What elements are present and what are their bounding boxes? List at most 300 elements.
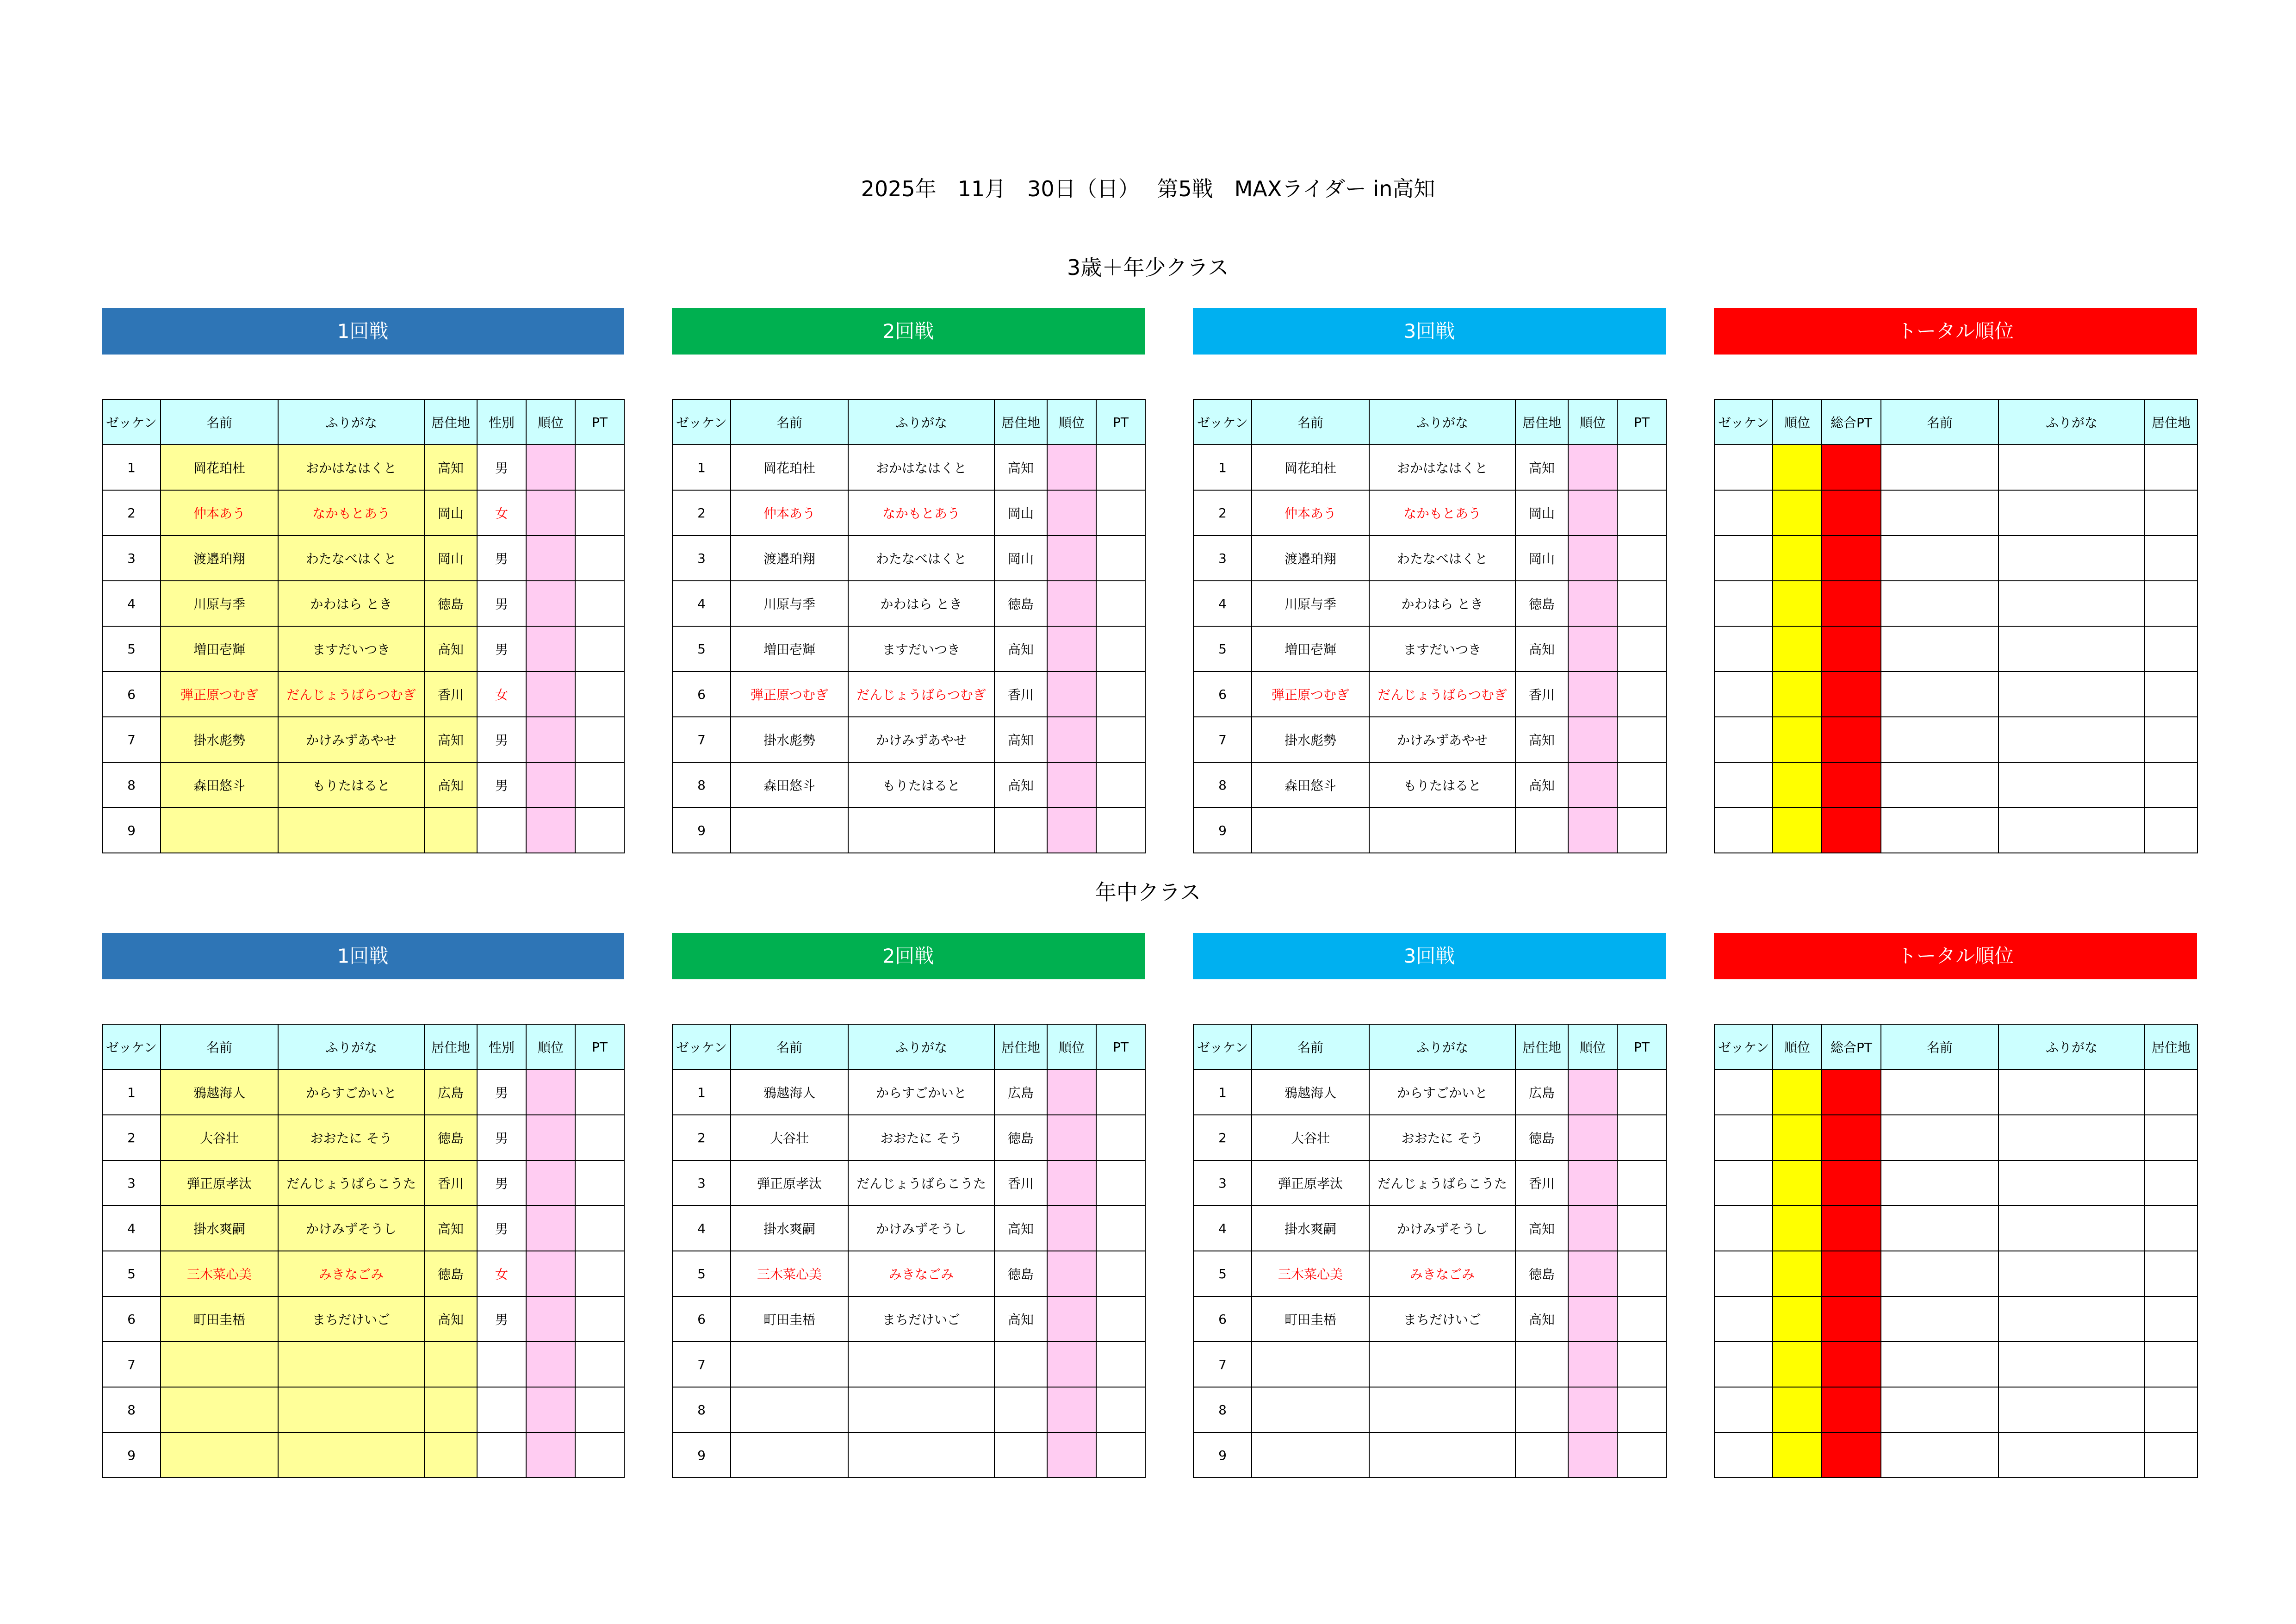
rank-cell[interactable] [526, 808, 575, 853]
pt-cell[interactable] [1617, 1432, 1666, 1478]
rider-area: 高知 [994, 1296, 1047, 1342]
rank-cell[interactable] [526, 1160, 575, 1206]
total-rank-cell [1773, 1251, 1822, 1296]
table-row [672, 535, 1145, 581]
rider-name: 森田悠斗 [161, 762, 278, 808]
pt-cell[interactable] [1096, 717, 1145, 762]
table-row [1193, 535, 1666, 581]
column-header: 名前 [731, 399, 848, 445]
pt-cell[interactable] [1096, 490, 1145, 535]
rank-cell[interactable] [526, 1342, 575, 1387]
total-rank-cell [1773, 490, 1822, 535]
rider-area [2145, 672, 2197, 717]
total-rank-cell [1773, 445, 1822, 490]
pt-cell[interactable] [1617, 762, 1666, 808]
column-header: PT [1617, 399, 1666, 445]
rider-kana: みきなごみ [848, 1251, 994, 1296]
rider-kana: もりたはると [1369, 762, 1515, 808]
pt-cell[interactable] [1096, 1432, 1145, 1478]
table-row [102, 672, 624, 717]
rider-name [1881, 762, 1998, 808]
rider-area: 香川 [424, 672, 477, 717]
pt-cell[interactable] [1617, 672, 1666, 717]
rank-cell[interactable] [1568, 762, 1617, 808]
rider-kana: かわはら とき [848, 581, 994, 626]
total-rank-cell [1773, 1296, 1822, 1342]
rider-kana: だんじょうばらこうた [848, 1160, 994, 1206]
total-rank-cell [1773, 1070, 1822, 1115]
rider-area: 高知 [424, 762, 477, 808]
rank-cell[interactable] [526, 1070, 575, 1115]
rank-cell[interactable] [526, 1296, 575, 1342]
column-header: 順位 [526, 1024, 575, 1070]
rider-name: 増田壱輝 [161, 626, 278, 672]
rider-area: 高知 [994, 1206, 1047, 1251]
rider-name [1881, 1070, 1998, 1115]
rank-cell[interactable] [1568, 1342, 1617, 1387]
pt-cell[interactable] [1617, 445, 1666, 490]
total-table [1714, 399, 2198, 853]
rank-cell[interactable] [1568, 1432, 1617, 1478]
pt-cell[interactable] [575, 1070, 624, 1115]
pt-cell[interactable] [1096, 445, 1145, 490]
pt-cell[interactable] [1096, 581, 1145, 626]
pt-cell[interactable] [1617, 1160, 1666, 1206]
rider-kana: おかはなはくと [848, 445, 994, 490]
class-title: 年中クラス [1095, 880, 1201, 905]
rider-area [994, 808, 1047, 853]
class-title: 3歳＋年少クラス [1067, 255, 1229, 280]
rider-name: 掛水爽嗣 [1252, 1206, 1369, 1251]
rider-area: 徳島 [424, 1251, 477, 1296]
table-row [1714, 1387, 2197, 1432]
pt-cell[interactable] [575, 1160, 624, 1206]
rider-kana: おおたに そう [848, 1115, 994, 1160]
table-row [672, 762, 1145, 808]
rider-gender: 女 [477, 1251, 526, 1296]
bib-number: 4 [1193, 1206, 1252, 1251]
bib-number: 3 [1193, 535, 1252, 581]
bib-number: 4 [1193, 581, 1252, 626]
table-row [672, 1115, 1145, 1160]
rider-name [1881, 581, 1998, 626]
table-row [1714, 535, 2197, 581]
table-header-row [1714, 1024, 2197, 1070]
rank-cell[interactable] [526, 1387, 575, 1432]
round1-bar: 1回戦 [102, 308, 624, 355]
rider-kana: だんじょうばらこうた [1369, 1160, 1515, 1206]
rank-cell[interactable] [526, 535, 575, 581]
table-row [1714, 626, 2197, 672]
pt-cell[interactable] [1617, 1070, 1666, 1115]
rider-kana [848, 808, 994, 853]
rank-cell[interactable] [526, 672, 575, 717]
round3-bar: 3回戦 [1193, 308, 1666, 355]
pt-cell[interactable] [1096, 1070, 1145, 1115]
rank-cell[interactable] [526, 445, 575, 490]
table-row [102, 1251, 624, 1296]
rank-cell[interactable] [1047, 581, 1096, 626]
pt-cell[interactable] [1096, 1387, 1145, 1432]
pt-cell[interactable] [1617, 1115, 1666, 1160]
rider-gender: 男 [477, 717, 526, 762]
rider-kana: だんじょうばらつむぎ [848, 672, 994, 717]
rank-cell[interactable] [1568, 1070, 1617, 1115]
round2-bar: 2回戦 [672, 308, 1145, 355]
rank-cell[interactable] [1568, 1251, 1617, 1296]
total-pt-cell [1822, 1342, 1881, 1387]
pt-cell[interactable] [575, 762, 624, 808]
pt-cell[interactable] [1617, 535, 1666, 581]
rank-cell[interactable] [1568, 581, 1617, 626]
rider-gender: 女 [477, 672, 526, 717]
pt-cell[interactable] [575, 535, 624, 581]
rider-kana: わたなべはくと [1369, 535, 1515, 581]
rank-cell[interactable] [1568, 672, 1617, 717]
rider-area: 広島 [424, 1070, 477, 1115]
pt-cell[interactable] [1096, 535, 1145, 581]
rank-cell[interactable] [1568, 717, 1617, 762]
column-header: ゼッケン [1714, 1024, 1773, 1070]
rider-area: 香川 [994, 672, 1047, 717]
rider-area [2145, 1387, 2197, 1432]
rider-name: 大谷壮 [731, 1115, 848, 1160]
rank-cell[interactable] [1047, 808, 1096, 853]
table-row [1714, 762, 2197, 808]
rank-cell[interactable] [1047, 1160, 1096, 1206]
pt-cell[interactable] [1617, 490, 1666, 535]
rider-kana: わたなべはくと [848, 535, 994, 581]
rank-cell[interactable] [1047, 535, 1096, 581]
table-header-row [1714, 399, 2197, 445]
rank-cell[interactable] [1047, 1387, 1096, 1432]
rank-cell[interactable] [1568, 490, 1617, 535]
rank-cell[interactable] [1568, 808, 1617, 853]
bib-number [1714, 672, 1773, 717]
column-header: 順位 [1568, 399, 1617, 445]
pt-cell[interactable] [1617, 1342, 1666, 1387]
bib-number: 6 [102, 1296, 161, 1342]
bib-number: 2 [1193, 1115, 1252, 1160]
column-header: ふりがな [1369, 399, 1515, 445]
table-row [672, 1206, 1145, 1251]
pt-cell[interactable] [1617, 1251, 1666, 1296]
round2-table [672, 1024, 1146, 1478]
rider-kana: もりたはると [848, 762, 994, 808]
table-row [102, 717, 624, 762]
rider-area [424, 1387, 477, 1432]
rank-cell[interactable] [1047, 1296, 1096, 1342]
bib-number: 1 [1193, 445, 1252, 490]
rider-kana: まちだけいご [278, 1296, 424, 1342]
pt-cell[interactable] [1617, 626, 1666, 672]
bib-number [1714, 626, 1773, 672]
column-header: 居住地 [2145, 399, 2197, 445]
rider-area: 高知 [1515, 445, 1568, 490]
table-row [102, 1342, 624, 1387]
pt-cell[interactable] [575, 1251, 624, 1296]
pt-cell[interactable] [575, 808, 624, 853]
bib-number [1714, 808, 1773, 853]
pt-cell[interactable] [1096, 808, 1145, 853]
rider-name: 三木菜心美 [1252, 1251, 1369, 1296]
table-row [1714, 1342, 2197, 1387]
total-pt-cell [1822, 1387, 1881, 1432]
table-row [1193, 1387, 1666, 1432]
rider-name: 森田悠斗 [1252, 762, 1369, 808]
rider-kana: おおたに そう [1369, 1115, 1515, 1160]
rank-cell[interactable] [1047, 717, 1096, 762]
column-header: 順位 [526, 399, 575, 445]
bib-number: 2 [102, 1115, 161, 1160]
rider-kana [1998, 490, 2145, 535]
rider-kana: かけみずそうし [848, 1206, 994, 1251]
rider-name [1881, 490, 1998, 535]
page-title: 2025年 11月 30日（日） 第5戦 MAXライダー in高知 [861, 176, 1435, 201]
rider-gender [477, 1387, 526, 1432]
pt-cell[interactable] [575, 626, 624, 672]
rank-cell[interactable] [526, 581, 575, 626]
bib-number [1714, 1251, 1773, 1296]
pt-cell[interactable] [1096, 1342, 1145, 1387]
rider-kana [1998, 535, 2145, 581]
rider-kana [1998, 808, 2145, 853]
rider-name [1881, 672, 1998, 717]
rank-cell[interactable] [1047, 1206, 1096, 1251]
rank-cell[interactable] [1047, 490, 1096, 535]
table-row [1714, 1432, 2197, 1478]
rank-cell[interactable] [526, 490, 575, 535]
rider-gender [477, 1342, 526, 1387]
bib-number: 7 [1193, 717, 1252, 762]
rider-kana [848, 1342, 994, 1387]
rank-cell[interactable] [1568, 1387, 1617, 1432]
rank-cell[interactable] [1568, 1115, 1617, 1160]
rider-name: 掛水爽嗣 [161, 1206, 278, 1251]
pt-cell[interactable] [1096, 762, 1145, 808]
pt-cell[interactable] [1096, 1206, 1145, 1251]
pt-cell[interactable] [575, 1387, 624, 1432]
round1-table [102, 1024, 625, 1478]
rider-name [1252, 808, 1369, 853]
rank-cell[interactable] [526, 1115, 575, 1160]
rank-cell[interactable] [1568, 1160, 1617, 1206]
rider-area [994, 1342, 1047, 1387]
column-header: ふりがな [1998, 1024, 2145, 1070]
pt-cell[interactable] [1617, 1387, 1666, 1432]
rank-cell[interactable] [1568, 1296, 1617, 1342]
rider-name [731, 1432, 848, 1478]
rider-kana: まちだけいご [848, 1296, 994, 1342]
rank-cell[interactable] [1568, 535, 1617, 581]
bib-number [1714, 1387, 1773, 1432]
rider-name: 岡花珀杜 [731, 445, 848, 490]
pt-cell[interactable] [1617, 1296, 1666, 1342]
bib-number: 9 [102, 1432, 161, 1478]
table-row [1714, 581, 2197, 626]
rider-kana [1369, 808, 1515, 853]
total-pt-cell [1822, 1206, 1881, 1251]
total-pt-cell [1822, 581, 1881, 626]
bib-number [1714, 1206, 1773, 1251]
pt-cell[interactable] [575, 1296, 624, 1342]
pt-cell[interactable] [575, 1206, 624, 1251]
pt-cell[interactable] [1096, 1115, 1145, 1160]
bib-number: 1 [672, 1070, 731, 1115]
rider-area: 岡山 [424, 490, 477, 535]
rider-area: 岡山 [1515, 490, 1568, 535]
rider-kana: だんじょうばらつむぎ [278, 672, 424, 717]
rider-area: 高知 [424, 445, 477, 490]
pt-cell[interactable] [1617, 1206, 1666, 1251]
bib-number: 5 [672, 626, 731, 672]
rider-gender: 男 [477, 445, 526, 490]
pt-cell[interactable] [575, 1115, 624, 1160]
rank-cell[interactable] [526, 1206, 575, 1251]
rider-area [2145, 626, 2197, 672]
table-row [102, 1387, 624, 1432]
table-row [1193, 1206, 1666, 1251]
column-header: 居住地 [994, 1024, 1047, 1070]
table-row [1714, 445, 2197, 490]
rider-area [2145, 1160, 2197, 1206]
rider-name [731, 808, 848, 853]
rank-cell[interactable] [526, 762, 575, 808]
rider-kana [1998, 1206, 2145, 1251]
table-header-row [102, 399, 624, 445]
rank-cell[interactable] [1047, 1342, 1096, 1387]
table-row [102, 808, 624, 853]
table-row [672, 1432, 1145, 1478]
rider-kana [1998, 1342, 2145, 1387]
pt-cell[interactable] [1096, 1296, 1145, 1342]
column-header: 名前 [161, 399, 278, 445]
pt-cell[interactable] [1617, 717, 1666, 762]
rank-cell[interactable] [1568, 1206, 1617, 1251]
total-pt-cell [1822, 808, 1881, 853]
pt-cell[interactable] [575, 581, 624, 626]
pt-cell[interactable] [575, 490, 624, 535]
table-row [672, 1296, 1145, 1342]
table-row [672, 717, 1145, 762]
rider-kana: まちだけいご [1369, 1296, 1515, 1342]
rider-name [1881, 535, 1998, 581]
rider-name [161, 1432, 278, 1478]
rank-cell[interactable] [1047, 672, 1096, 717]
pt-cell[interactable] [1096, 1251, 1145, 1296]
rider-kana: わたなべはくと [278, 535, 424, 581]
rank-cell[interactable] [526, 626, 575, 672]
rank-cell[interactable] [1047, 1070, 1096, 1115]
rider-kana: かけみずそうし [278, 1206, 424, 1251]
bib-number: 2 [102, 490, 161, 535]
rider-area [2145, 808, 2197, 853]
rider-kana [278, 1432, 424, 1478]
rider-kana: かけみずあやせ [1369, 717, 1515, 762]
rank-cell[interactable] [1047, 1251, 1096, 1296]
rank-cell[interactable] [1047, 626, 1096, 672]
bib-number: 6 [672, 1296, 731, 1342]
pt-cell[interactable] [575, 445, 624, 490]
rider-kana: なかもとあう [1369, 490, 1515, 535]
rider-gender: 男 [477, 1160, 526, 1206]
rider-area: 高知 [994, 626, 1047, 672]
table-row [102, 626, 624, 672]
bib-number: 5 [102, 626, 161, 672]
bib-number: 7 [1193, 1342, 1252, 1387]
rider-area: 岡山 [994, 535, 1047, 581]
column-header: 順位 [1047, 399, 1096, 445]
rider-kana: からすごかいと [1369, 1070, 1515, 1115]
rider-name [1881, 626, 1998, 672]
rank-cell[interactable] [526, 717, 575, 762]
pt-cell[interactable] [575, 1432, 624, 1478]
table-row [102, 1070, 624, 1115]
rank-cell[interactable] [1047, 762, 1096, 808]
rider-name: 鴉越海人 [731, 1070, 848, 1115]
rank-cell[interactable] [1047, 1115, 1096, 1160]
rider-name [731, 1342, 848, 1387]
total-pt-cell [1822, 762, 1881, 808]
rider-name [161, 808, 278, 853]
rank-cell[interactable] [1047, 1432, 1096, 1478]
rank-cell[interactable] [526, 1432, 575, 1478]
pt-cell[interactable] [1617, 581, 1666, 626]
rank-cell[interactable] [1047, 445, 1096, 490]
rider-kana [848, 1387, 994, 1432]
rider-area: 高知 [1515, 762, 1568, 808]
column-header: 居住地 [1515, 1024, 1568, 1070]
rider-area: 高知 [1515, 717, 1568, 762]
round3-table [1193, 1024, 1667, 1478]
bib-number: 6 [672, 672, 731, 717]
pt-cell[interactable] [1617, 808, 1666, 853]
pt-cell[interactable] [575, 1342, 624, 1387]
column-header: ふりがな [848, 1024, 994, 1070]
pt-cell[interactable] [1096, 626, 1145, 672]
table-row [1193, 1160, 1666, 1206]
rider-kana [1998, 1387, 2145, 1432]
rider-kana: かけみずそうし [1369, 1206, 1515, 1251]
rider-kana: ますだいつき [1369, 626, 1515, 672]
rank-cell[interactable] [1568, 445, 1617, 490]
column-header: PT [575, 399, 624, 445]
pt-cell[interactable] [1096, 1160, 1145, 1206]
rider-kana [1998, 1115, 2145, 1160]
rank-cell[interactable] [526, 1251, 575, 1296]
pt-cell[interactable] [575, 717, 624, 762]
rank-cell[interactable] [1568, 626, 1617, 672]
bib-number: 3 [102, 535, 161, 581]
rider-kana: おおたに そう [278, 1115, 424, 1160]
table-row [672, 1160, 1145, 1206]
rider-gender: 女 [477, 490, 526, 535]
rider-area: 高知 [994, 762, 1047, 808]
table-row [1193, 626, 1666, 672]
rider-area: 岡山 [1515, 535, 1568, 581]
rider-area: 岡山 [994, 490, 1047, 535]
pt-cell[interactable] [575, 672, 624, 717]
bib-number: 1 [102, 445, 161, 490]
column-header: 性別 [477, 1024, 526, 1070]
column-header: 居住地 [424, 1024, 477, 1070]
pt-cell[interactable] [1096, 672, 1145, 717]
rider-gender: 男 [477, 581, 526, 626]
rider-area [424, 1432, 477, 1478]
column-header: PT [1096, 399, 1145, 445]
rider-area [2145, 581, 2197, 626]
rider-name [1881, 1115, 1998, 1160]
